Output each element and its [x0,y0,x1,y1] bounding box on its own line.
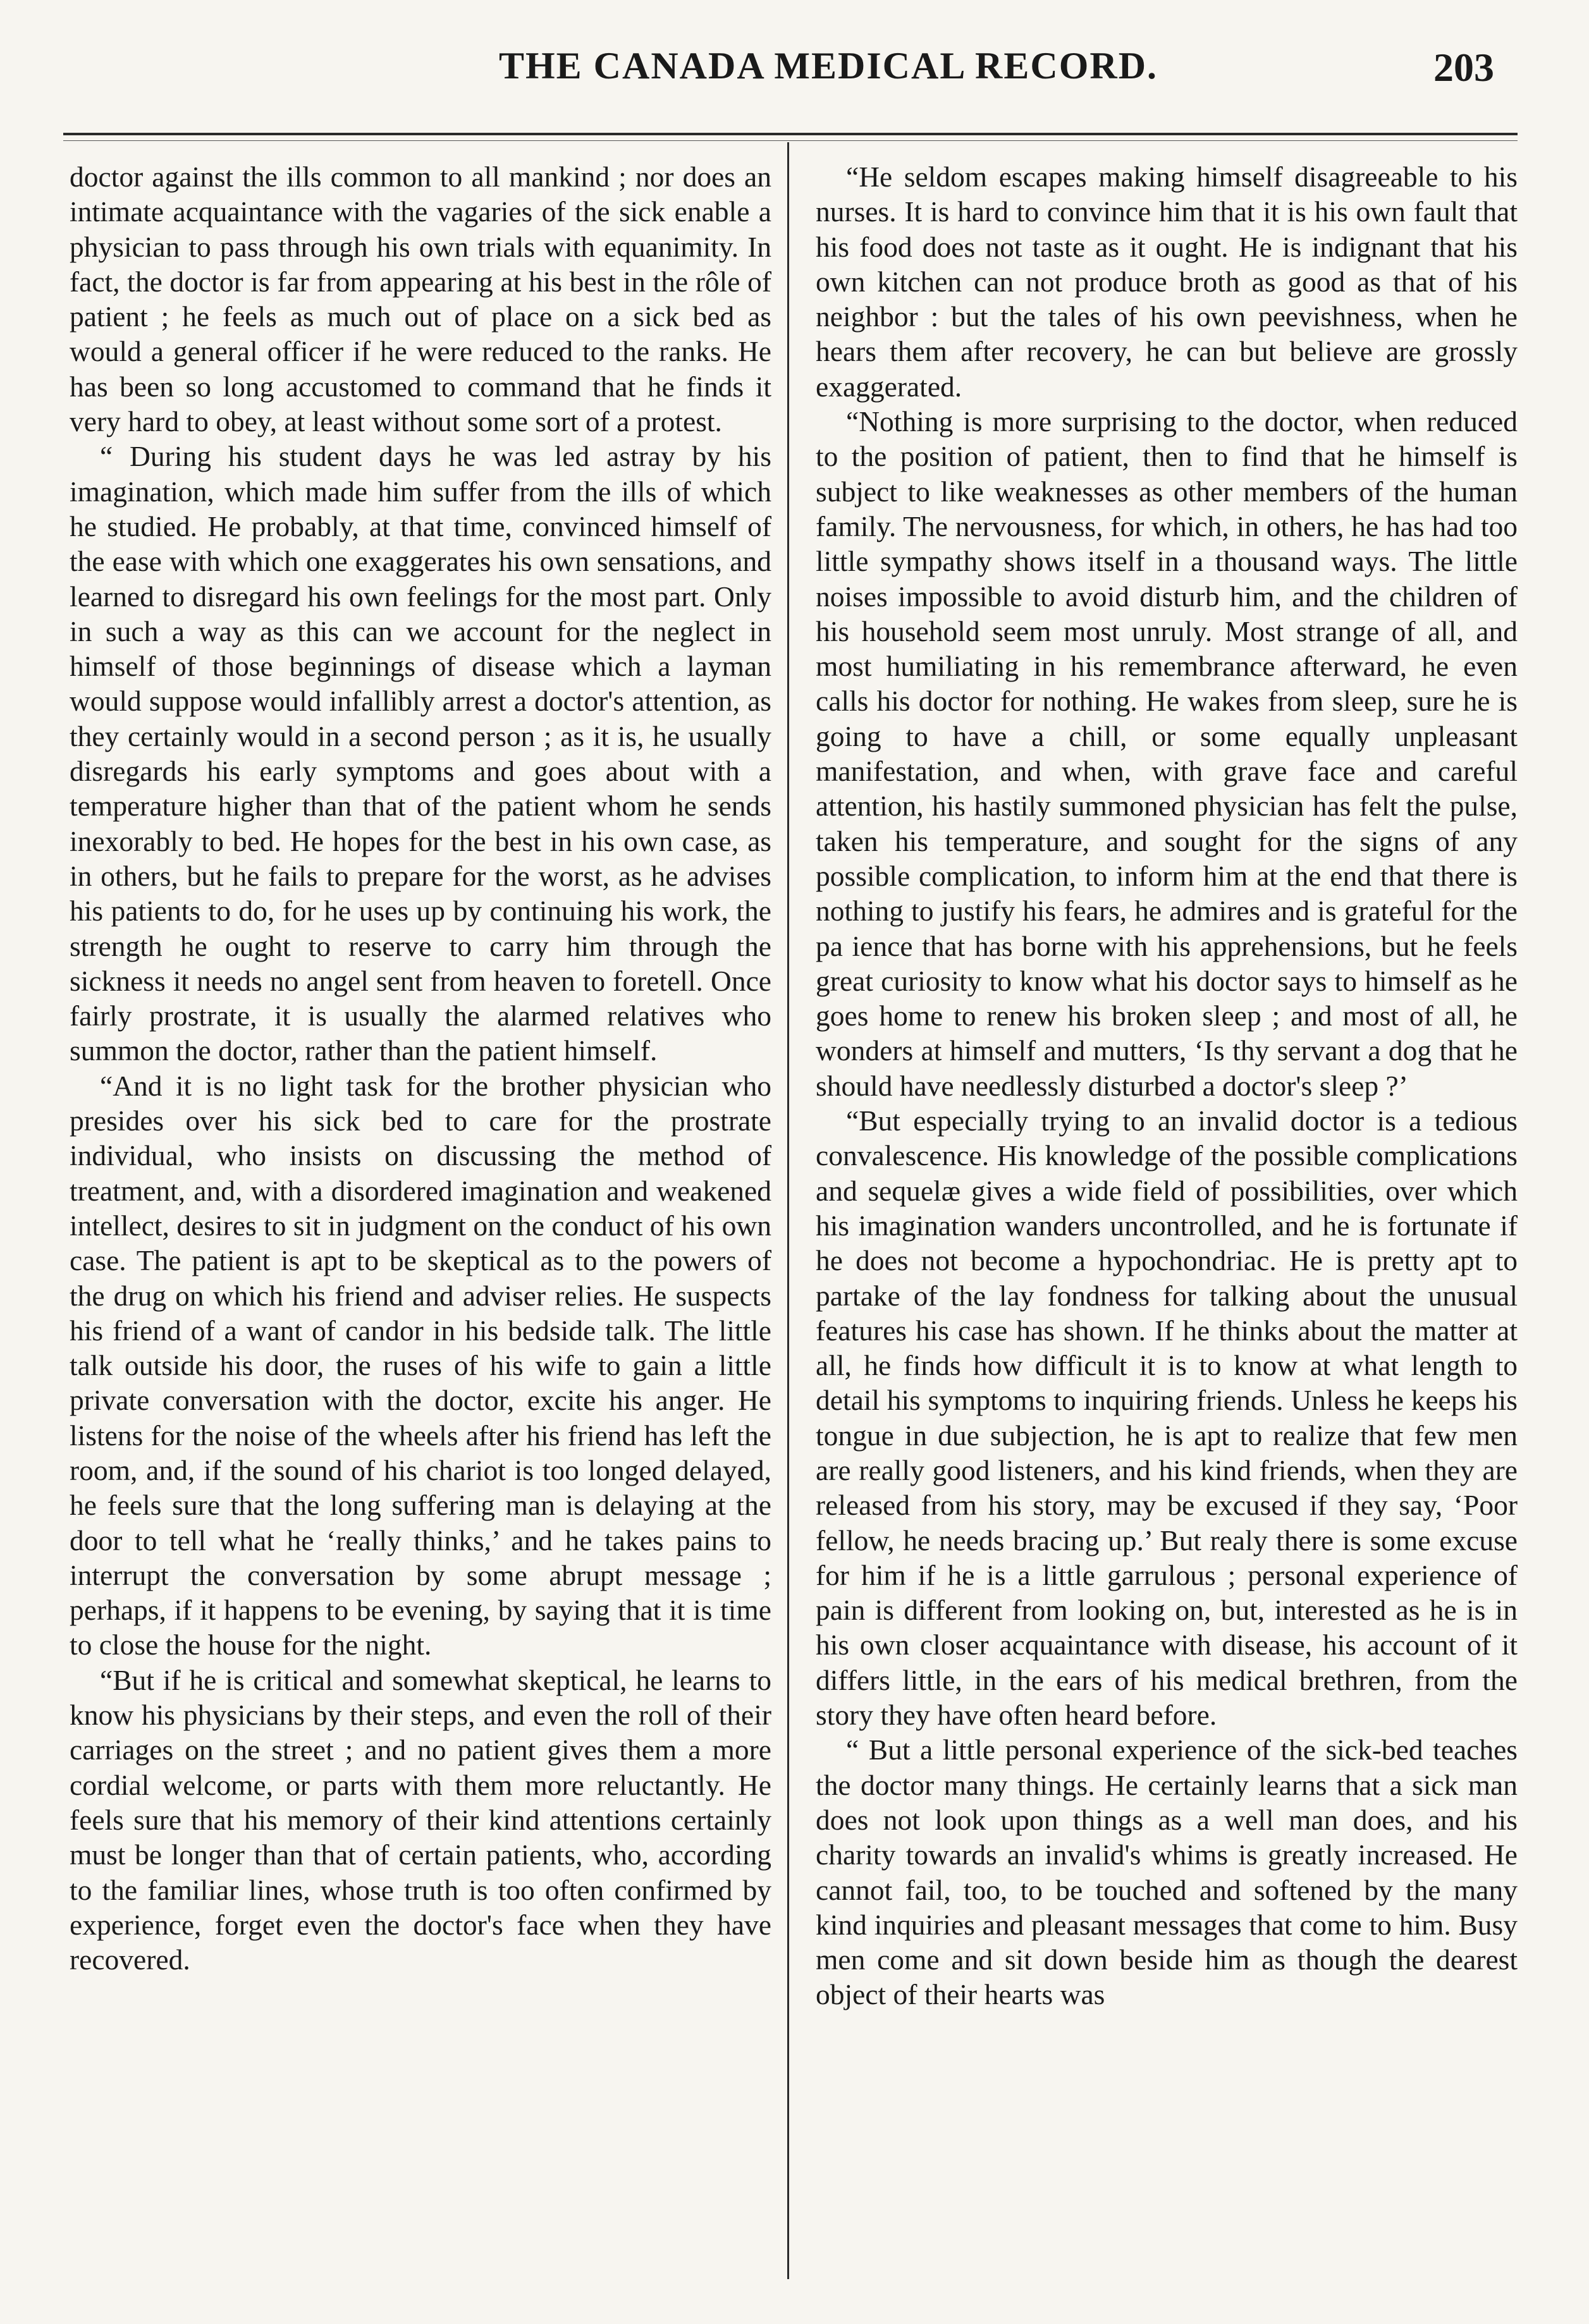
paragraph: “He seldom escapes making himself disagreeable to his nurses. It is hard to convince him that it is his own fault that his food does not taste as it ought. He is indignant that his own kitchen can not produce broth as good as that of his neighbor : but the tales of his own peevishness, when he hears them after recovery, he can but believe are grossly exaggerated. [816,161,1518,403]
column-divider [787,142,789,2279]
right-column [816,159,1518,2012]
paragraph: “But especially trying to an invalid doctor is a tedious convalescence. His knowledge of the possible complications and sequelæ gives a wide field of possibilities, over which his imagination wanders uncontrolled, and he is fortunate if he does not become a hypochondriac. He is pretty apt to partake of the lay fondness for talking about the unusual features his case has shown. If he thinks about the matter at all, he finds how difficult it is to know at what length to detail his symptoms to inquiring friends. Unless he keeps his tongue in due subjection, he is apt to realize that few men are really good listeners, and his kind friends, when they are released from his story, may be excused if they say, ‘Poor fellow, he needs bracing up.’ But realy there is some excuse for him if he is a little garrulous ; personal experience of pain is different from looking on, but, interested as he is in his own closer acquaintance with disease, his account of it differs little, in the ears of his medical brethren, from the story they have often heard before. [816,1104,1518,1732]
running-header [0,44,1589,114]
paragraph: “ But a little personal experience of the sick-bed teaches the doctor many things. He certainly learns that a sick man does not look upon things as a well man does, and his charity towards an invalid's whims is greatly increased. He cannot fail, too, to be touched and softened by the many kind inquiries and pleasant messages that come to him. Busy men come and sit down beside him as though the dearest object of their hearts was [816,1734,1518,2011]
left-column [70,159,771,1977]
paragraph: doctor against the ills common to all mankind ; nor does an intimate acquaintance with the vagaries of the sick enable a physician to pass through his own trials with equanimity. In fact, the doctor is far from appearing at his best in the rôle of patient ; he feels as much out of place on a sick bed as would a general officer if he were reduced to the ranks. He has been so long accustomed to command that he finds it very hard to obey, at least without some sort of a protest. [70,161,771,438]
header-rule-thin [63,140,1518,141]
paragraph: “And it is no light task for the brother physician who presides over his sick bed to care for the prostrate individual, who insists on discussing the method of treatment, and, with a disordered imagination and weakened intellect, desires to sit in judgment on the conduct of his own case. The patient is apt to be skeptical as to the powers of the drug on which his friend and adviser relies. He suspects his friend of a want of candor in his bedside talk. The little talk outside his door, the ruses of his wife to gain a little private conversation with the doctor, excite his anger. He listens for the noise of the wheels after his friend has left the room, and, if the sound of his chariot is too longed delayed, he feels sure that the long suffering man is delaying at the door to tell what he ‘really thinks,’ and he takes pains to interrupt the conversation by some abrupt message ; perhaps, if it happens to be evening, by saying that it is time to close the house for the night. [70,1069,771,1661]
paragraph: “But if he is critical and somewhat skeptical, he learns to know his physicians by their steps, and even the roll of their carriages on the street ; and no patient gives them a more cordial welcome, or parts with them more reluctantly. He feels sure that his memory of their kind attentions certainly must be longer than that of certain patients, who, according to the familiar lines, whose truth is too often confirmed by experience, forget even the doctor's face when they have recovered. [70,1663,771,1976]
paragraph: “ During his student days he was led astray by his imagination, which made him suffer from the ills of which he studied. He probably, at that time, convinced himself of the ease with which one exaggerates his own sensations, and learned to disregard his own feelings for the most part. Only in such a way as this can we account for the neglect in himself of those beginnings of disease which a layman would suppose would infallibly arrest a doctor's attention, as they certainly would in a second person ; as it is, he usually disregards his early symptoms and goes about with a temperature higher than that of the patient whom he sends inexorably to bed. He hopes for the best in his own case, as in others, but he fails to prepare for the worst, as he advises his patients to do, for he uses up by continuing his work, the strength he ought to reserve to carry him through the sickness it needs no angel sent from heaven to foretell. Once fairly prostrate, it is usually the alarmed relatives who summon the doctor, rather than the patient himself. [70,440,771,1067]
paragraph: “Nothing is more surprising to the doctor, when reduced to the position of patient, then to find that he himself is subject to like weaknesses as other members of the human family. The nervousness, for which, in others, he has had too little sympathy shows itself in a thousand ways. The little noises impossible to avoid disturb him, and the children of his household seem most unruly. Most strange of all, and most humiliating in his remembrance afterward, he even calls his doctor for nothing. He wakes from sleep, sure he is going to have a chill, or some equally unpleasant manifestation, and when, with grave face and careful attention, his hastily summoned physician has felt the pulse, taken his temperature, and sought for the signs of any possible complication, to inform him at the end that there is nothing to justify his fears, he admires and is grateful for the pa ience that has borne with his apprehensions, but he feels great curiosity to know what his doctor says to himself as he goes home to renew his broken sleep ; and most of all, he wonders at himself and mutters, ‘Is thy servant a dog that he should have needlessly disturbed a doctor's sleep ?’ [816,405,1518,1102]
header-rule [63,133,1518,135]
journal-title: THE CANADA MEDICAL RECORD. [498,45,1158,87]
page-number: 203 [1433,45,1494,90]
